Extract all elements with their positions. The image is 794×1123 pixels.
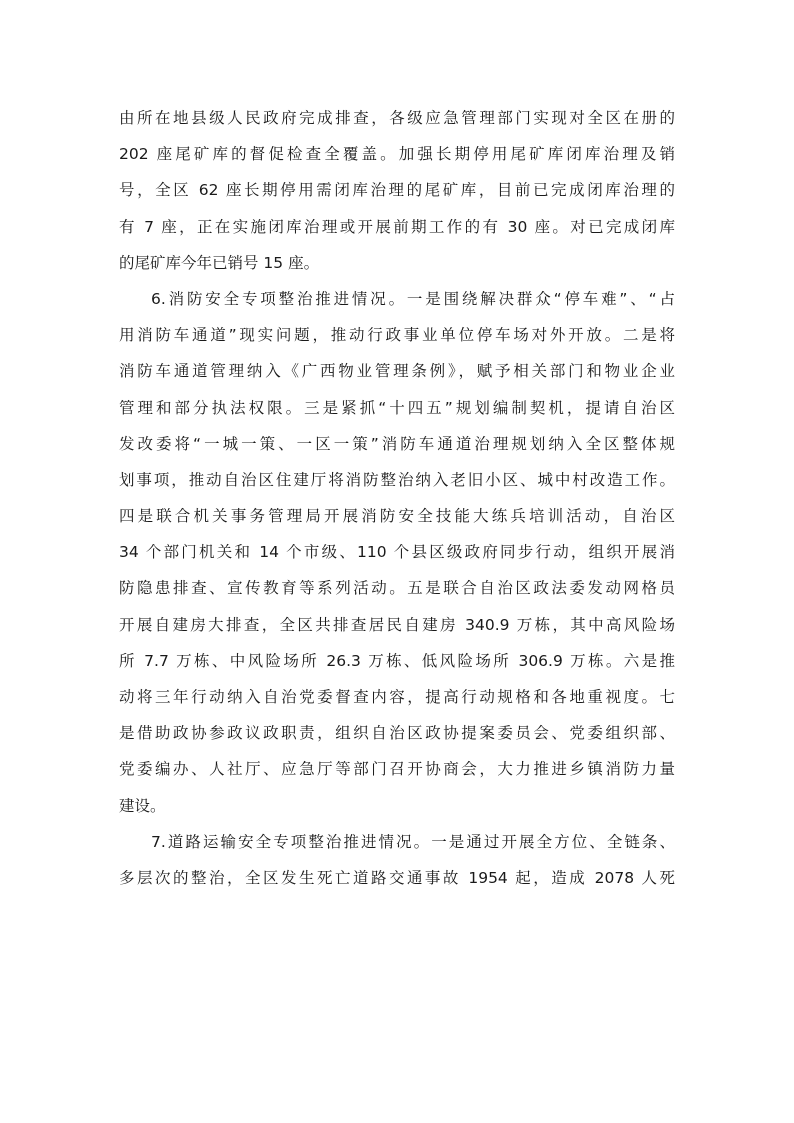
text-line: 202 座尾矿库的督促检查全覆盖。加强长期停用尾矿库闭库治理及销 [119, 145, 675, 164]
text-line: 有 7 座，正在实施闭库治理或开展前期工作的有 30 座。对已完成闭库 [119, 217, 675, 236]
text-line: 划事项，推动自治区住建厅将消防整治纳入老旧小区、城中村改造工作。 [119, 470, 675, 489]
text-line: 动将三年行动纳入自治党委督查内容，提高行动规格和各地重视度。七 [119, 688, 675, 706]
text-line: 消防车通道管理纳入《广西物业管理条例》，赋予相关部门和物业企业 [119, 362, 675, 381]
text-line: 建设。 [119, 796, 166, 815]
text-line: 所 7.7 万栋、中风险场所 26.3 万栋、低风险场所 306.9 万栋。六是推 [119, 651, 675, 670]
text-line: 由所在地县级人民政府完成排查，各级应急管理部门实现对全区在册的 [119, 109, 675, 127]
text-line: 34 个部门机关和 14 个市级、110 个县区级政府同步行动，组织开展消 [119, 543, 675, 562]
document-body [119, 100, 675, 896]
text-line: 是借助政协参政议政职责，组织自治区政协提案委员会、党委组织部、 [119, 724, 675, 743]
text-line: 防隐患排查、宣传教育等系列活动。五是联合自治区政法委发动网格员 [119, 579, 675, 598]
text-line: 管理和部分执法权限。三是紧抓“十四五”规划编制契机，提请自治区 [119, 398, 675, 417]
text-line: 开展自建房大排查，全区共排查居民自建房 340.9 万栋，其中高风险场 [119, 615, 675, 634]
text-line: 党委编办、人社厅、应急厅等部门召开协商会，大力推进乡镇消防力量 [119, 760, 675, 779]
text-line: 6.消防安全专项整治推进情况。一是围绕解决群众“停车难”、“占 [151, 289, 675, 308]
text-line: 7.道路运输安全专项整治推进情况。一是通过开展全方位、全链条、 [151, 832, 675, 851]
text-line: 用消防车通道”现实问题，推动行政事业单位停车场对外开放。二是将 [119, 326, 675, 345]
text-line: 的尾矿库今年已销号 15 座。 [119, 253, 320, 272]
text-line: 四是联合机关事务管理局开展消防安全技能大练兵培训活动，自治区 [119, 507, 675, 526]
text-line: 号，全区 62 座长期停用需闭库治理的尾矿库，目前已完成闭库治理的 [119, 181, 675, 200]
text-line: 多层次的整治，全区发生死亡道路交通事故 1954 起，造成 2078 人死 [119, 868, 675, 887]
text-line: 发改委将“一城一策、一区一策”消防车通道治理规划纳入全区整体规 [119, 434, 675, 453]
